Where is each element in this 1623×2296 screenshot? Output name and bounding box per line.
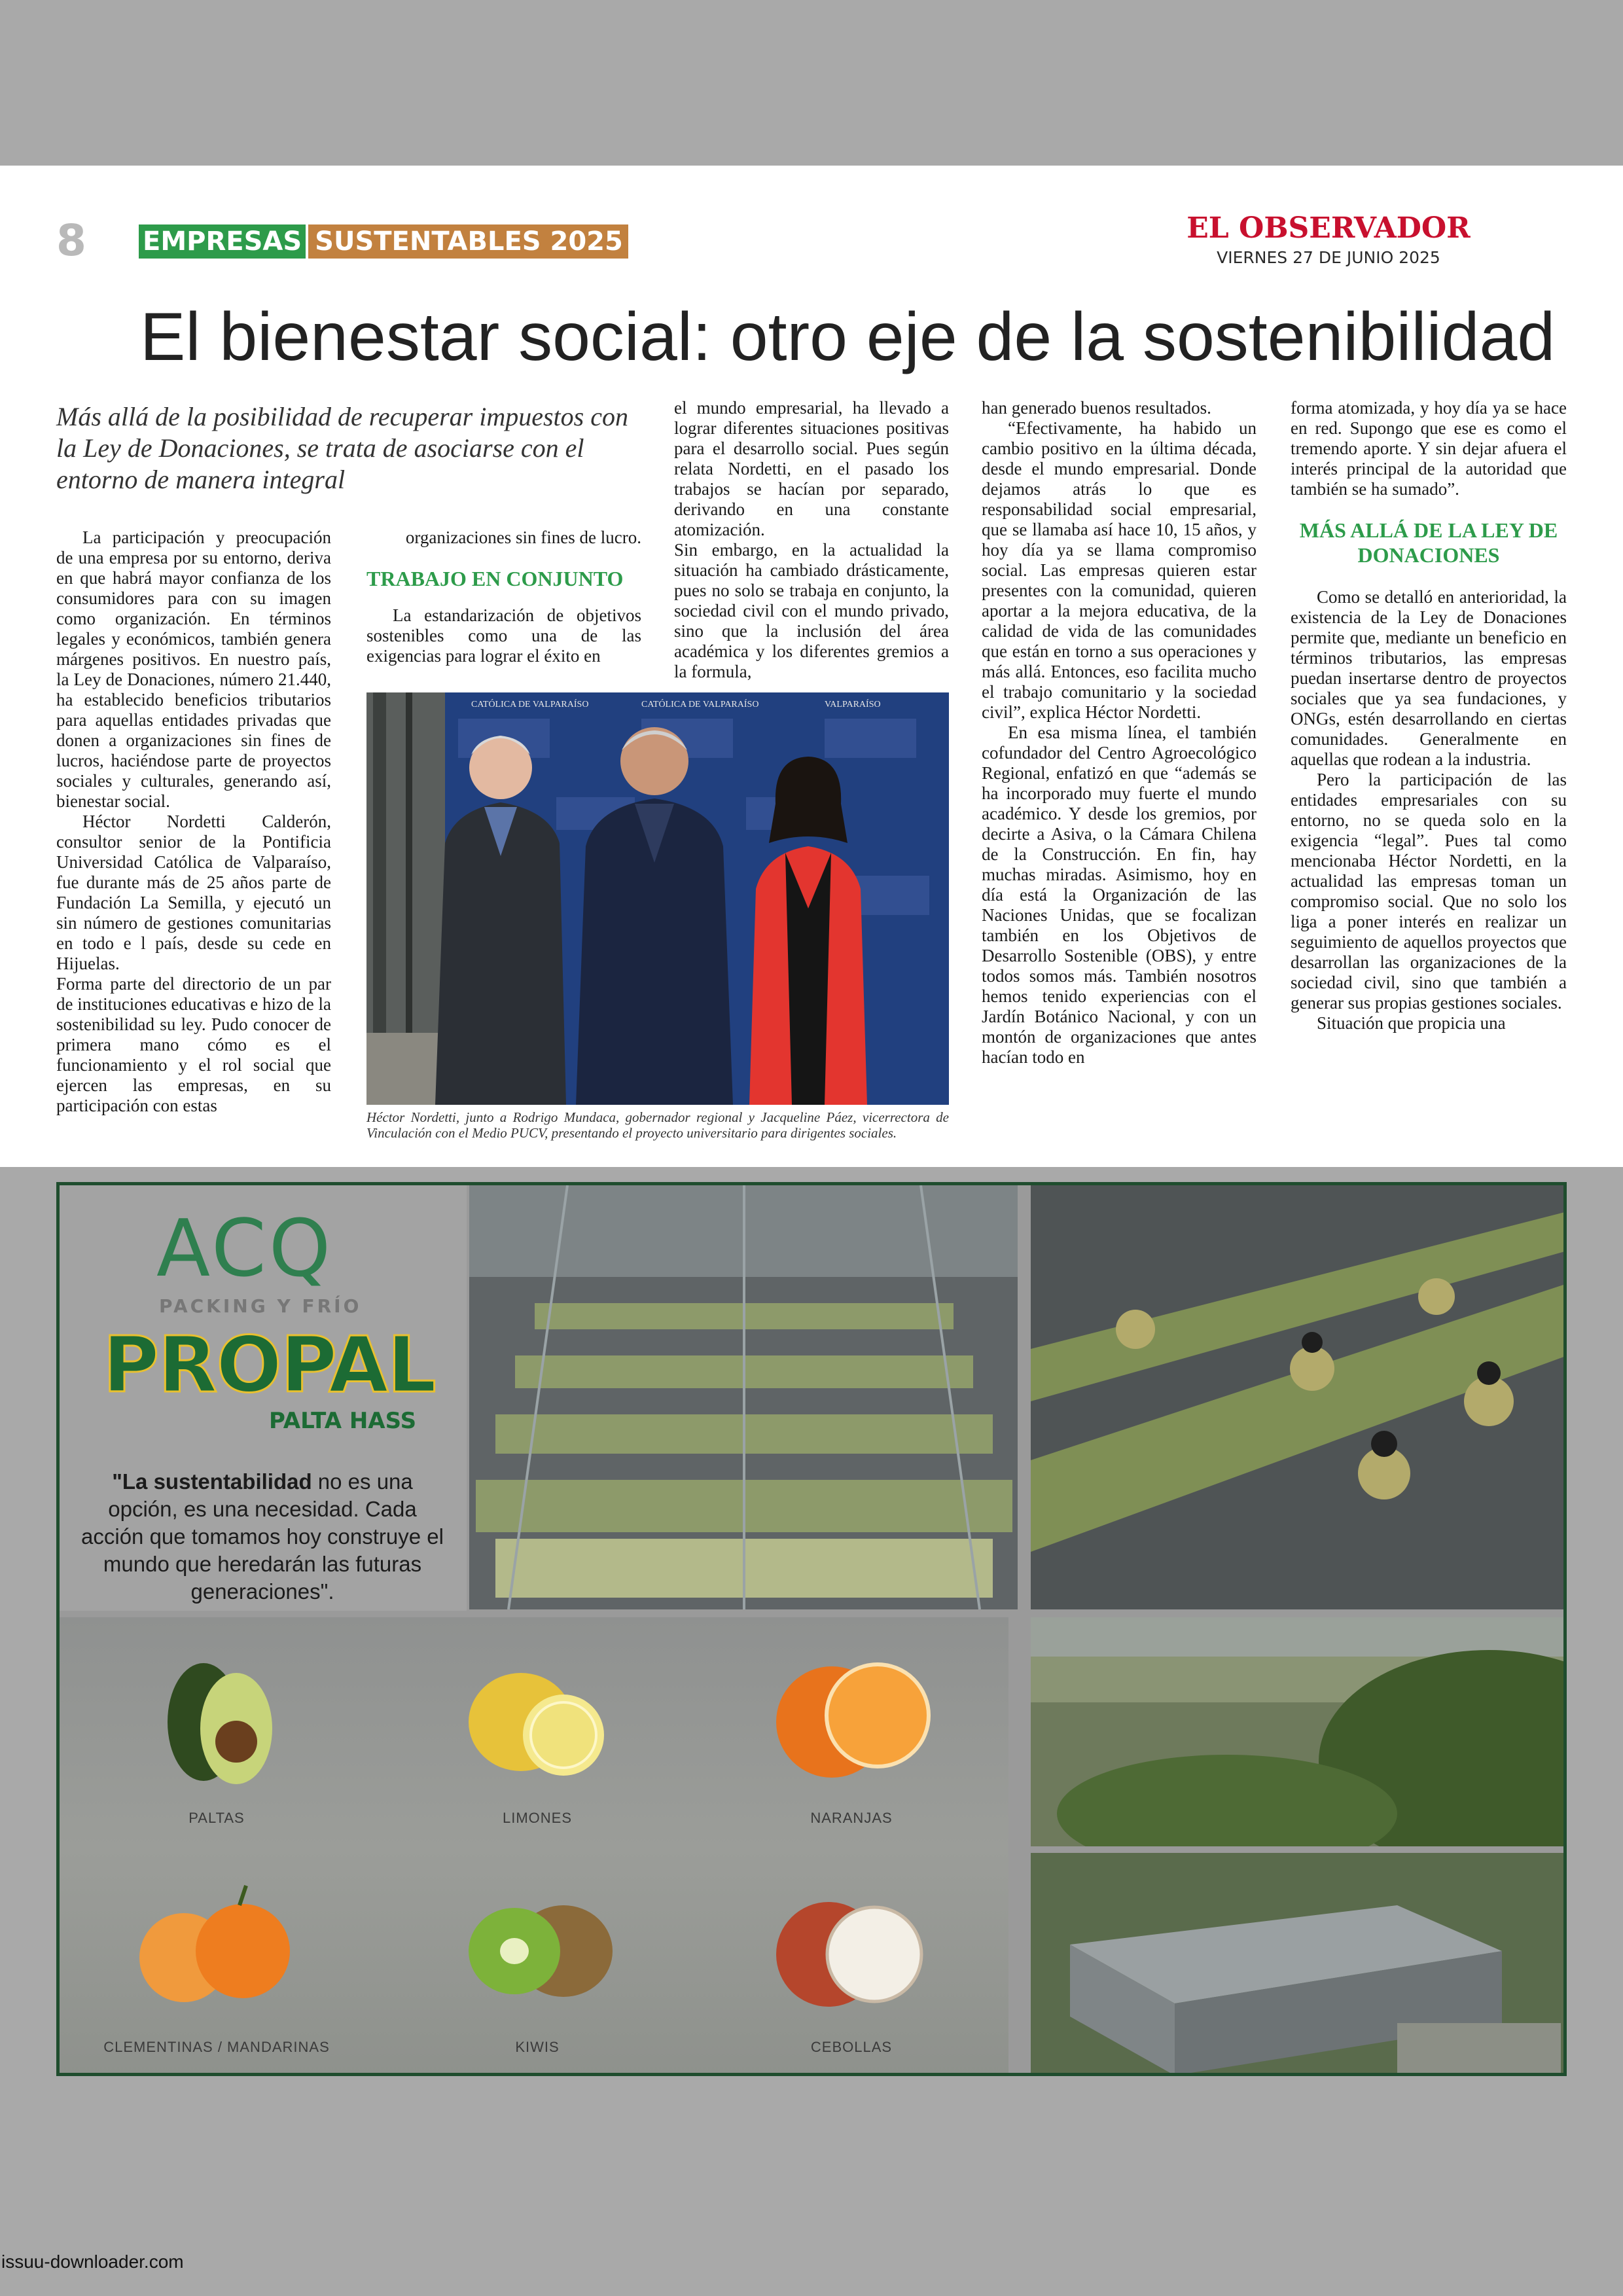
- ad-logo-panel: [60, 1185, 467, 1611]
- fruit-label: CLEMENTINAS / MANDARINAS: [103, 2039, 330, 2055]
- onion-icon: [766, 1853, 936, 2036]
- fields-photo: [1031, 1617, 1567, 1846]
- masthead: [1165, 213, 1492, 267]
- fruit-label: LIMONES: [502, 1810, 573, 1826]
- section-tag-part1: EMPRESAS: [139, 224, 306, 259]
- article-column-5: [1291, 398, 1567, 1033]
- paragraph: Como se detalló en anterioridad, la existencia de la Ley de Donaciones permite que, mediante un beneficio en términos tributarios, las empresas puedan insertarse dentro de proyectos sociales que ya sea fundaciones, y ONGs, estén desarrollando en ciertas comunidades. Generalmente en aquellas que rodean a la industria.: [1291, 587, 1567, 769]
- fruit-label: CEBOLLAS: [810, 2039, 893, 2055]
- paragraph: Situación que propicia una: [1317, 1013, 1506, 1033]
- paragraph: En esa misma línea, el también cofundador del Centro Agroecológico Regional, enfatizó en que “además se ha incorporado muy fuerte el mundo académico. Y desde los gremios, por decirte a Asiva, o la Cámara Chilena de la Construcción. En fin, hay muchas miradas. Asimismo, hoy en día está la Organización de las Naciones Unidas, que se focalizan también en los Objetivos de Desarrollo Sostenible (OBS), y entre todos somos más. También nosotros hemos tenido experiencias con el Jardín Botánico Nacional, y con un montón de organizaciones que antes hacían todo en: [982, 723, 1257, 1067]
- backdrop-text: CATÓLICA DE VALPARAÍSO: [641, 700, 759, 709]
- fields-illustration: [1031, 1617, 1567, 1846]
- subhead-trabajo-en-conjunto: TRABAJO EN CONJUNTO: [366, 567, 624, 590]
- subhead-mas-alla-ley: MÁS ALLÁ DE LA LEY DE DONACIONES: [1299, 518, 1558, 567]
- propal-logo: PROPAL: [103, 1319, 435, 1410]
- orange-icon: [766, 1624, 936, 1807]
- paragraph: Héctor Nordetti Calderón, consultor senior de la Pontificia Universidad Católica de Valparaíso, fue durante más de 25 años parte de Fundación La Semilla, y ejecutó un sin número de gestiones comunitarias en todo e l país, desde su cede en Hijuelas.: [56, 812, 331, 973]
- fruit-label: NARANJAS: [810, 1810, 893, 1826]
- avocado-icon: [151, 1624, 282, 1807]
- article-column-3: [674, 398, 949, 682]
- paragraph: La participación y preocupación de una empresa por su entorno, deriva en que habrá mayor confianza de los consumidores para con su imagen como organización. En términos legales y económicos, también genera márgenes positivos. En nuestro país, la Ley de Donaciones, número 21.440, ha establecido beneficios tributarios para aquellas entidades privadas que donen a organizaciones sin fines de lucros, haciéndose parte de proyectos sociales y culturales, generando así, bienestar social.: [56, 528, 331, 811]
- packing-line-illustration: [469, 1185, 1018, 1609]
- backdrop-text: CATÓLICA DE VALPARAÍSO: [471, 700, 589, 709]
- workers-illustration: [1031, 1185, 1567, 1609]
- paragraph: Sin embargo, en la actualidad la situación ha cambiado drásticamente, pues no solo se trabaja en conjunto, la sociedad civil con el mundo privado, sino que la inclusión del área académica y los diferentes gremios a la formula,: [674, 540, 949, 681]
- acq-logo: ACQ: [156, 1204, 334, 1295]
- masthead-name: EL OBSERVADOR: [1186, 211, 1471, 245]
- ad-quote-rest: no es una opción, es una necesidad. Cada acción que tomamos hoy construye el mundo que heredarán las futuras generaciones".: [81, 1469, 444, 1604]
- ad-quote: [79, 1468, 446, 1605]
- article-photo: [366, 692, 949, 1105]
- photo-illustration: [366, 692, 949, 1105]
- paragraph: La estandarización de objetivos sostenibles como una de las exigencias para lograr el éxito en: [366, 605, 641, 666]
- paragraph: organizaciones sin fines de lucro.: [405, 528, 641, 547]
- fruit-paltas: [60, 1624, 374, 1827]
- watermark: issuu-downloader.com: [1, 2251, 184, 2272]
- fruit-kiwis: [380, 1853, 694, 2056]
- photo-caption: Héctor Nordetti, junto a Rodrigo Mundaca, gobernador regional y Jacqueline Páez, vicerrectora de Vinculación con el Medio PUCV, presentando el proyecto universitario para dirigentes sociales.: [366, 1109, 949, 1141]
- fruit-label: PALTAS: [188, 1810, 245, 1826]
- section-tag: [139, 224, 628, 259]
- kiwi-icon: [452, 1853, 622, 2036]
- fruit-clementinas: [60, 1853, 374, 2056]
- paragraph: “Efectivamente, ha habido un cambio positivo en la última década, desde el mundo empresarial. Donde dejamos atrás lo que es responsabilidad social empresarial, que se llamaba así hace 10, 15 años, y hoy día ya se llama compromiso social. Las empresas quieren estar presentes con la comunidad, quieren aportar a la mejora educativa, de la calidad de vida de las comunidades que están en torno a sus operaciones y más allá. Entonces, eso facilita mucho el trabajo comunitario y la sociedad civil”, explica Héctor Nordetti.: [982, 418, 1257, 722]
- paragraph: el mundo empresarial, ha llevado a lograr diferentes situaciones positivas para el desarrollo social. Pues según relata Nordetti, en el pasado los trabajos se hacían por separado, derivando en una constante atomización.: [674, 398, 949, 539]
- page-number: 8: [56, 215, 86, 266]
- section-tag-part2: SUSTENTABLES 2025: [308, 224, 628, 259]
- paragraph: Forma parte del directorio de un par de instituciones educativas e hizo de la sostenibilidad su ley. Pudo conocer de primera mano cómo es el funcionamiento y el rol social que ejercen las empresas, en su participación con estas: [56, 974, 331, 1115]
- fruit-panel: [60, 1617, 1008, 2076]
- article-column-2: [366, 528, 641, 666]
- paragraph: forma atomizada, y hoy día ya se hace en red. Supongo que ese es como el tremendo aporte. Y sin dejar afuera el interés principal de la autoridad que también se ha sumado”.: [1291, 398, 1567, 499]
- lemon-icon: [459, 1624, 616, 1807]
- fruit-label: KIWIS: [515, 2039, 560, 2055]
- propal-subtitle: PALTA HASS: [269, 1408, 417, 1434]
- backdrop-text: VALPARAÍSO: [825, 700, 881, 709]
- fruit-naranjas: [694, 1624, 1008, 1827]
- article-dek: Más allá de la posibilidad de recuperar impuestos con la Ley de Donaciones, se trata de asociarse con el entorno de manera integral: [56, 402, 628, 494]
- article-headline: El bienestar social: otro eje de la sostenibilidad: [140, 299, 1556, 375]
- fruit-limones: [380, 1624, 694, 1827]
- workers-photo: [1031, 1185, 1567, 1609]
- paragraph: Pero la participación de las entidades empresariales con su entorno, no se queda solo en la exigencia “legal”. Pues tal como mencionaba Héctor Nordetti, en la actualidad las empresas toman un compromiso social. Que no solo los liga a poner interés en realizar un seguimiento de aquellos proyectos que desarrollan las organizaciones de la sociedad civil, sino que también a generar sus propias gestiones sociales.: [1291, 770, 1567, 1013]
- newspaper-page: [0, 166, 1623, 1167]
- paragraph: han generado buenos resultados.: [982, 398, 1211, 418]
- packing-line-photo: [469, 1185, 1018, 1609]
- clementine-icon: [132, 1853, 302, 2036]
- facility-illustration: [1031, 1853, 1567, 2076]
- issue-date: VIERNES 27 DE JUNIO 2025: [1217, 248, 1440, 268]
- fruit-cebollas: [694, 1853, 1008, 2056]
- advertisement: [56, 1182, 1567, 2076]
- facility-photo: [1031, 1853, 1567, 2076]
- ad-quote-bold: "La sustentabilidad: [112, 1469, 312, 1494]
- article-column-1: [56, 528, 331, 1116]
- packing-label: PACKING Y FRÍO: [159, 1295, 362, 1317]
- article-column-4: [982, 398, 1257, 1067]
